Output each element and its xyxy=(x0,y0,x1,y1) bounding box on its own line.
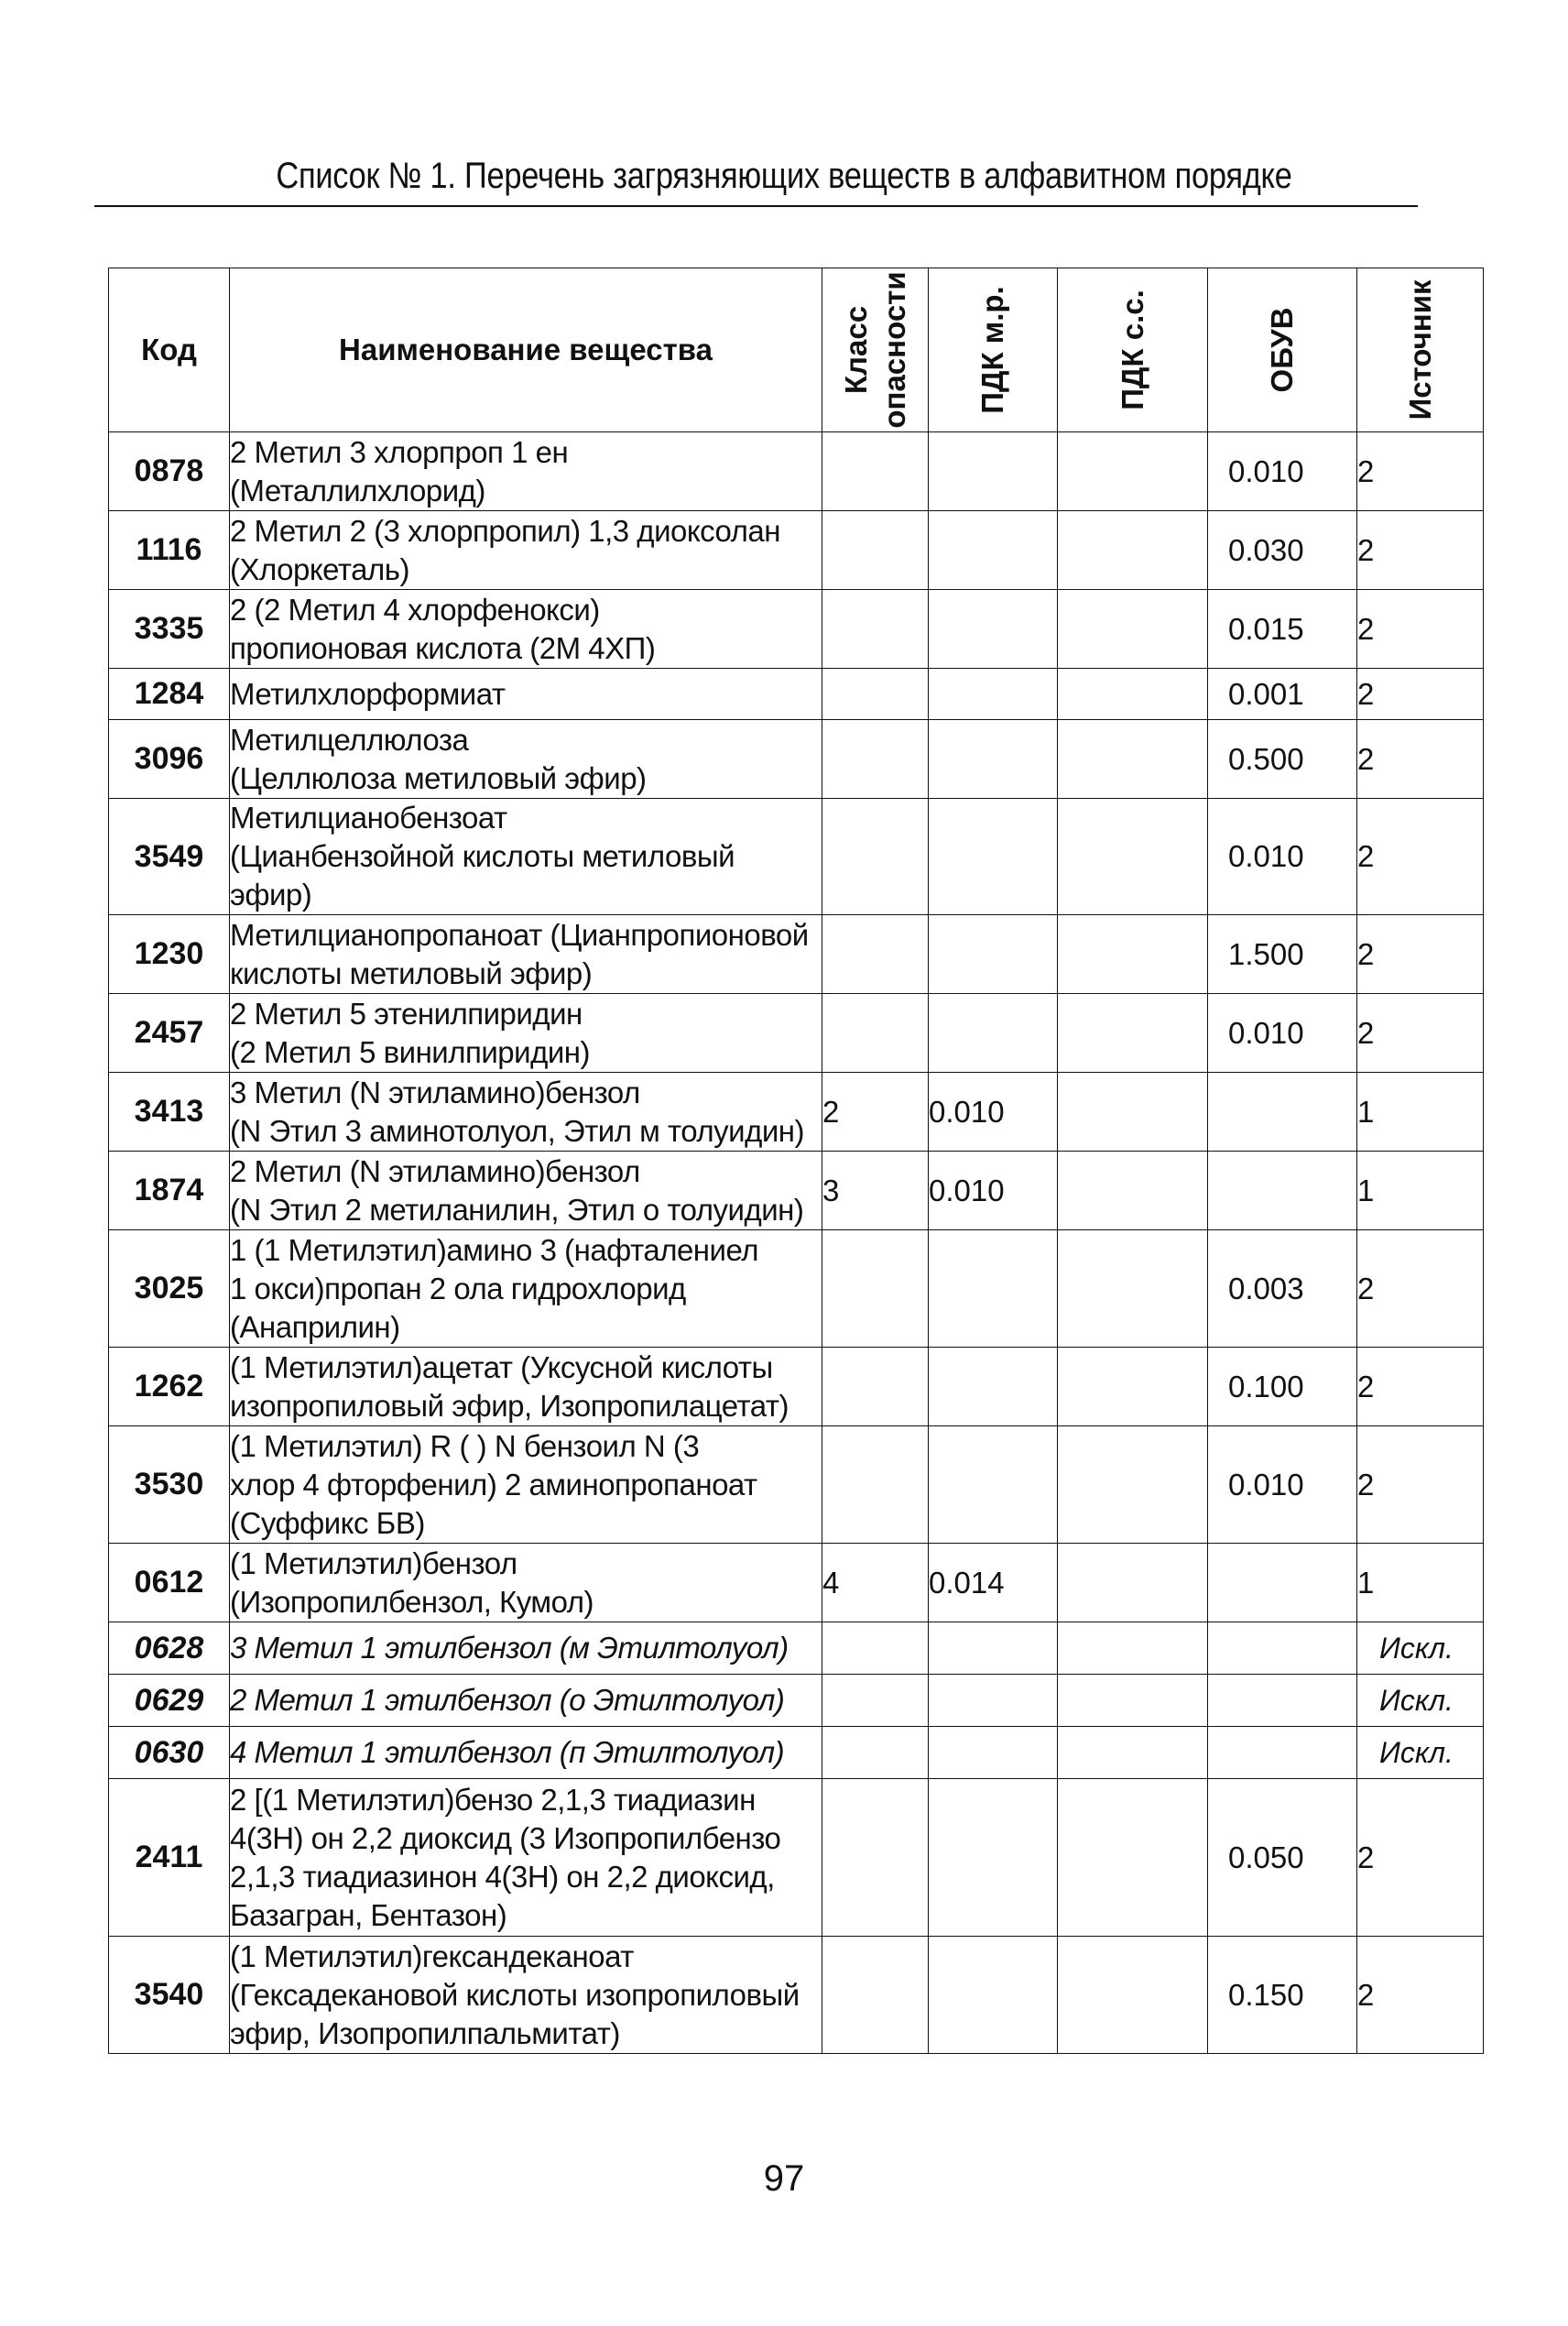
cell-source: 2 xyxy=(1357,511,1484,590)
table-row xyxy=(109,511,1484,590)
cell-substance-name xyxy=(230,1622,822,1675)
substance-name-line: (N Этил 2 метиланилин, Этил о толуидин) xyxy=(230,1192,804,1227)
column-header-name: Наименование вещества xyxy=(230,268,822,432)
cell-source: 2 xyxy=(1357,1348,1484,1426)
cell-code: 1874 xyxy=(109,1152,230,1230)
cell-source: 1 xyxy=(1357,1544,1484,1622)
cell-obuv: 0.010 xyxy=(1208,994,1357,1073)
cell-mpc-max xyxy=(929,432,1058,511)
substance-name-line: 4 Метил 1 этилбензол (п Этилтолуол) xyxy=(230,1735,785,1769)
table-row xyxy=(109,799,1484,915)
cell-code: 2411 xyxy=(109,1779,230,1937)
cell-obuv: 0.100 xyxy=(1208,1348,1357,1426)
cell-code: 1284 xyxy=(109,669,230,720)
cell-mpc-daily xyxy=(1058,1675,1208,1727)
cell-obuv: 0.001 xyxy=(1208,669,1357,720)
cell-obuv: 0.150 xyxy=(1208,1937,1357,2054)
table-row xyxy=(109,1230,1484,1348)
table-row xyxy=(109,1073,1484,1152)
substance-name-line: эфир, Изопропилпальмитат) xyxy=(230,2015,620,2050)
cell-obuv xyxy=(1208,1622,1357,1675)
column-header-obuv: ОБУВ xyxy=(1208,268,1357,432)
cell-code: 0629 xyxy=(109,1675,230,1727)
table-row xyxy=(109,1937,1484,2054)
cell-source: 1 xyxy=(1357,1152,1484,1230)
substance-name-line: (Металлилхлорид) xyxy=(230,473,485,508)
cell-mpc-daily xyxy=(1058,720,1208,799)
cell-mpc-daily xyxy=(1058,1727,1208,1779)
table-header-row xyxy=(109,268,1484,432)
cell-hazard-class xyxy=(822,799,929,915)
cell-obuv: 1.500 xyxy=(1208,915,1357,994)
substance-name-line: 2 Метил (N этиламино)бензол xyxy=(230,1153,640,1188)
cell-substance-name xyxy=(230,1152,822,1230)
substance-name-line: (N Этил 3 аминотолуол, Этил м толуидин) xyxy=(230,1113,804,1148)
cell-source: 2 xyxy=(1357,1779,1484,1937)
cell-source: 2 xyxy=(1357,799,1484,915)
column-header-hazard-class xyxy=(822,268,929,432)
cell-code: 3025 xyxy=(109,1230,230,1348)
cell-code: 1116 xyxy=(109,511,230,590)
cell-obuv xyxy=(1208,1152,1357,1230)
cell-mpc-daily xyxy=(1058,432,1208,511)
cell-substance-name xyxy=(230,1426,822,1544)
cell-code: 0628 xyxy=(109,1622,230,1675)
cell-hazard-class: 2 xyxy=(822,1073,929,1152)
substance-name-line: (1 Метилэтил)гександеканоат xyxy=(230,1938,634,1973)
cell-mpc-daily xyxy=(1058,1073,1208,1152)
cell-substance-name xyxy=(230,1544,822,1622)
cell-mpc-max: 0.010 xyxy=(929,1073,1058,1152)
cell-hazard-class xyxy=(822,1230,929,1348)
substance-name-line: (1 Метилэтил)бензол xyxy=(230,1545,517,1580)
cell-substance-name xyxy=(230,1727,822,1779)
substance-name-line: 2 Метил 5 этенилпиридин xyxy=(230,996,583,1031)
cell-obuv xyxy=(1208,1727,1357,1779)
cell-mpc-daily xyxy=(1058,1937,1208,2054)
table-row xyxy=(109,1544,1484,1622)
title-underline xyxy=(94,205,1418,207)
cell-code: 0878 xyxy=(109,432,230,511)
table-row xyxy=(109,1675,1484,1727)
cell-mpc-daily xyxy=(1058,1426,1208,1544)
table-row xyxy=(109,590,1484,669)
table-row xyxy=(109,1348,1484,1426)
cell-hazard-class: 4 xyxy=(822,1544,929,1622)
cell-mpc-daily xyxy=(1058,1152,1208,1230)
cell-substance-name xyxy=(230,511,822,590)
cell-source: 2 xyxy=(1357,590,1484,669)
cell-mpc-daily xyxy=(1058,1779,1208,1937)
cell-obuv xyxy=(1208,1675,1357,1727)
cell-obuv: 0.010 xyxy=(1208,799,1357,915)
substance-name-line: 2 [(1 Метилэтил)бензо 2,1,3 тиадиазин xyxy=(230,1782,756,1817)
cell-mpc-max xyxy=(929,799,1058,915)
table-row xyxy=(109,432,1484,511)
substance-name-line: Метилцеллюлоза xyxy=(230,722,469,757)
substance-name-line: (Изопропилбензол, Кумол) xyxy=(230,1584,593,1619)
table-row xyxy=(109,915,1484,994)
table-row xyxy=(109,1426,1484,1544)
cell-obuv: 0.050 xyxy=(1208,1779,1357,1937)
cell-source: 1 xyxy=(1357,1073,1484,1152)
cell-substance-name xyxy=(230,720,822,799)
substance-name-line: (Гексадекановой кислоты изопропиловый xyxy=(230,1977,800,2012)
substance-name-line: хлор 4 фторфенил) 2 аминопропаноат xyxy=(230,1467,757,1502)
column-header-code: Код xyxy=(109,268,230,432)
cell-mpc-daily xyxy=(1058,1348,1208,1426)
cell-hazard-class: 3 xyxy=(822,1152,929,1230)
substance-name-line: 2 Метил 2 (3 хлорпропил) 1,3 диоксолан xyxy=(230,513,780,548)
cell-mpc-daily xyxy=(1058,669,1208,720)
substance-name-line: Метилцианобензоат xyxy=(230,801,507,835)
column-header-mpc-daily: ПДК с.с. xyxy=(1058,268,1208,432)
cell-code: 2457 xyxy=(109,994,230,1073)
cell-source: 2 xyxy=(1357,1230,1484,1348)
cell-substance-name xyxy=(230,799,822,915)
cell-mpc-max xyxy=(929,915,1058,994)
table-row xyxy=(109,1152,1484,1230)
cell-mpc-max xyxy=(929,1779,1058,1937)
page-title: Список № 1. Перечень загрязняющих веществ в алфавитном порядке xyxy=(276,156,1292,196)
substance-name-line: изопропиловый эфир, Изопропилацетат) xyxy=(230,1388,789,1423)
cell-code: 3413 xyxy=(109,1073,230,1152)
cell-source: 2 xyxy=(1357,915,1484,994)
cell-hazard-class xyxy=(822,1675,929,1727)
table-row xyxy=(109,720,1484,799)
cell-source: 2 xyxy=(1357,432,1484,511)
substance-name-line: 1 окси)пропан 2 ола гидрохлорид xyxy=(230,1271,686,1305)
cell-substance-name xyxy=(230,994,822,1073)
table-row xyxy=(109,669,1484,720)
cell-mpc-max: 0.010 xyxy=(929,1152,1058,1230)
cell-obuv: 0.030 xyxy=(1208,511,1357,590)
cell-substance-name xyxy=(230,1230,822,1348)
cell-mpc-max xyxy=(929,1675,1058,1727)
cell-substance-name xyxy=(230,1073,822,1152)
cell-code: 3335 xyxy=(109,590,230,669)
cell-obuv: 0.500 xyxy=(1208,720,1357,799)
cell-hazard-class xyxy=(822,511,929,590)
substance-name-line: Метилцианопропаноат (Цианпропионовой xyxy=(230,917,809,952)
cell-obuv: 0.015 xyxy=(1208,590,1357,669)
substance-name-line: (Анаприлин) xyxy=(230,1309,400,1344)
substance-name-line: 3 Метил 1 этилбензол (м Этилтолуол) xyxy=(230,1631,789,1665)
cell-mpc-max xyxy=(929,1426,1058,1544)
substance-name-line: (1 Метилэтил)ацетат (Уксусной кислоты xyxy=(230,1349,773,1384)
substance-name-line: (2 Метил 5 винилпиридин) xyxy=(230,1034,590,1069)
cell-code: 0612 xyxy=(109,1544,230,1622)
cell-mpc-daily xyxy=(1058,1230,1208,1348)
cell-source: 2 xyxy=(1357,1937,1484,2054)
cell-substance-name xyxy=(230,432,822,511)
cell-hazard-class xyxy=(822,1426,929,1544)
cell-mpc-daily xyxy=(1058,799,1208,915)
cell-hazard-class xyxy=(822,590,929,669)
cell-mpc-max xyxy=(929,590,1058,669)
cell-mpc-daily xyxy=(1058,1622,1208,1675)
cell-code: 0630 xyxy=(109,1727,230,1779)
cell-hazard-class xyxy=(822,1622,929,1675)
cell-hazard-class xyxy=(822,1727,929,1779)
cell-source: 2 xyxy=(1357,669,1484,720)
cell-hazard-class xyxy=(822,1937,929,2054)
substance-name-line: Метилхлорформиат xyxy=(230,676,506,711)
cell-obuv: 0.003 xyxy=(1208,1230,1357,1348)
table-row xyxy=(109,1779,1484,1937)
cell-hazard-class xyxy=(822,994,929,1073)
hazard-header-line2: опасности xyxy=(877,271,911,429)
page-number: 97 xyxy=(763,2158,805,2199)
cell-hazard-class xyxy=(822,720,929,799)
cell-mpc-daily xyxy=(1058,1544,1208,1622)
table-row xyxy=(109,1622,1484,1675)
cell-obuv xyxy=(1208,1544,1357,1622)
cell-hazard-class xyxy=(822,1779,929,1937)
column-header-source: Источник xyxy=(1357,268,1484,432)
table-row xyxy=(109,994,1484,1073)
substance-name-line: пропионовая кислота (2М 4ХП) xyxy=(230,630,656,665)
cell-substance-name xyxy=(230,590,822,669)
cell-code: 3549 xyxy=(109,799,230,915)
substance-name-line: (Целлюлоза метиловый эфир) xyxy=(230,760,647,795)
cell-mpc-max xyxy=(929,1348,1058,1426)
cell-code: 1230 xyxy=(109,915,230,994)
cell-mpc-max xyxy=(929,1727,1058,1779)
substance-name-line: 4(3Н) он 2,2 диоксид (3 Изопропилбензо xyxy=(230,1820,781,1855)
cell-hazard-class xyxy=(822,1348,929,1426)
table-row xyxy=(109,1727,1484,1779)
cell-code: 3530 xyxy=(109,1426,230,1544)
cell-source: Искл. xyxy=(1357,1675,1484,1727)
cell-substance-name xyxy=(230,669,822,720)
cell-substance-name xyxy=(230,1937,822,2054)
cell-substance-name xyxy=(230,1779,822,1937)
substance-name-line: 2,1,3 тиадиазинон 4(3Н) он 2,2 диоксид, xyxy=(230,1859,775,1894)
cell-code: 3540 xyxy=(109,1937,230,2054)
pollutants-table xyxy=(108,268,1484,2054)
substance-name-line: 2 Метил 1 этилбензол (о Этилтолуол) xyxy=(230,1683,785,1717)
cell-substance-name xyxy=(230,915,822,994)
cell-obuv: 0.010 xyxy=(1208,1426,1357,1544)
cell-mpc-max: 0.014 xyxy=(929,1544,1058,1622)
substance-name-line: (1 Метилэтил) R ( ) N бензоил N (3 xyxy=(230,1428,700,1463)
cell-obuv xyxy=(1208,1073,1357,1152)
cell-source: 2 xyxy=(1357,994,1484,1073)
cell-mpc-max xyxy=(929,511,1058,590)
cell-mpc-max xyxy=(929,994,1058,1073)
hazard-header-line1: Класс xyxy=(838,305,873,395)
cell-hazard-class xyxy=(822,669,929,720)
substance-name-line: (Цианбензойной кислоты метиловый эфир) xyxy=(230,839,735,912)
cell-hazard-class xyxy=(822,915,929,994)
cell-substance-name xyxy=(230,1348,822,1426)
cell-source: 2 xyxy=(1357,720,1484,799)
cell-source: Искл. xyxy=(1357,1727,1484,1779)
substance-name-line: 1 (1 Метилэтил)амино 3 (нафталениел xyxy=(230,1232,758,1267)
cell-code: 3096 xyxy=(109,720,230,799)
cell-mpc-max xyxy=(929,1937,1058,2054)
column-header-mpc-max: ПДК м.р. xyxy=(929,268,1058,432)
cell-mpc-max xyxy=(929,669,1058,720)
substance-name-line: 2 (2 Метил 4 хлорфенокси) xyxy=(230,592,600,627)
substance-name-line: кислоты метиловый эфир) xyxy=(230,956,593,990)
cell-mpc-max xyxy=(929,720,1058,799)
cell-mpc-daily xyxy=(1058,590,1208,669)
table-body xyxy=(109,432,1484,2054)
substance-name-line: 3 Метил (N этиламино)бензол xyxy=(230,1075,640,1109)
cell-mpc-max xyxy=(929,1230,1058,1348)
cell-source: 2 xyxy=(1357,1426,1484,1544)
cell-mpc-daily xyxy=(1058,915,1208,994)
cell-hazard-class xyxy=(822,432,929,511)
cell-code: 1262 xyxy=(109,1348,230,1426)
substance-name-line: (Хлоркеталь) xyxy=(230,551,409,586)
cell-mpc-max xyxy=(929,1622,1058,1675)
cell-mpc-daily xyxy=(1058,511,1208,590)
substance-name-line: 2 Метил 3 хлорпроп 1 ен xyxy=(230,434,569,469)
cell-substance-name xyxy=(230,1675,822,1727)
cell-mpc-daily xyxy=(1058,994,1208,1073)
substance-name-line: (Суффикс БВ) xyxy=(230,1505,425,1540)
cell-source: Искл. xyxy=(1357,1622,1484,1675)
cell-obuv: 0.010 xyxy=(1208,432,1357,511)
substance-name-line: Базагран, Бентазон) xyxy=(230,1897,507,1932)
